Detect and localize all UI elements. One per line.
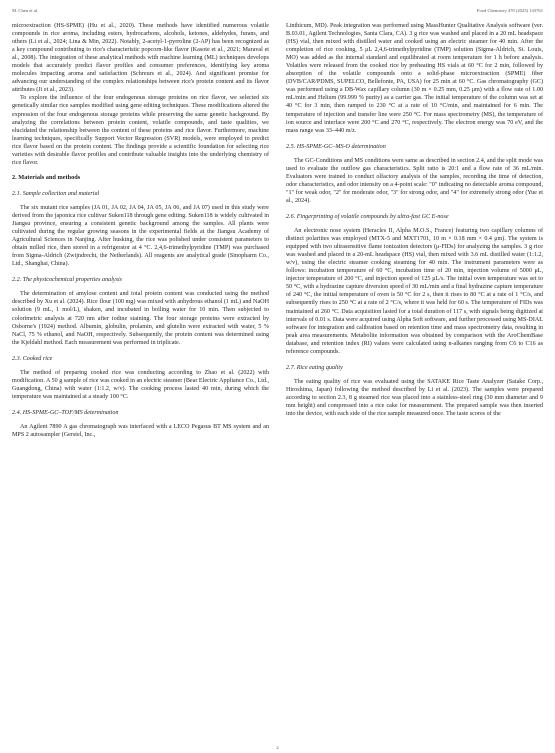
subsection-heading: 2.6. Fingerprinting of volatile compounds by ultra-fast GC E-nose: [286, 213, 449, 220]
paragraph: To explore the influence of the four endogenous storage proteins on rice flavor, we selected six genetically similar rice samples modified using gene editing techniques. These modifications altered the expression of the four endogenous storage proteins while preserving the same genetic background. By analyzing the correlations between protein content, volatile compounds, and taste qualities, we elucidated the relationship between the content of these proteins and rice flavor. Furthermore, machine learning techniques, specifically Support Vector Regression (SVR) models, were employed to predict rice flavor based on the protein content. The findings provide a scientific foundation for selecting rice varieties with desirable flavor profiles and contribute valuable insights into the underlying chemistry of rice flavor.: [12, 95, 269, 166]
paragraph: The determination of amylose content and total protein content was conducted using the method described by Xu et al. (2024). Rice flour (100 mg) was mixed with anhydrous ethanol (1 mL) and NaOH solution (9 mL, 1 mol/L), shaken, and incubated in boiling water for 10 min. Then subjected to colorimetric analysis at 720 nm after iodine staining. The four storage proteins were extracted by Osborne's (1924) method. Albumin, globulin, prolamin, and glutelin were extracted with water, 5 % NaCl, 75 % ethanol, and NaOH, respectively. Subsequently, the protein content was determined using the Kjeldahl method. Each measurement was performed in triplicate.: [12, 291, 269, 346]
paragraph: The GC-Conditions and MS conditions were same as described in section 2.4, and the split mode was used to evaluate the outflow gas characteristics. Split ratio is 20:1 and a flow rate of 36 mL/min. Evaluators were trained to conduct olfactory analysis of the samples, recording the time of detection, odor characteristics, and odor intensity on a 4-point scale: "0" indicating no detectable aroma compound, "1" for weak odor, "2" for moderate odor, "3" for strong odor, and "4" for extremely strong odor (Yue et al., 2024).: [286, 157, 543, 204]
paragraph: The six mutant rice samples (JA 01, JA 02, JA 04, JA 05, JA 06, and JA 07) used in this study were derived from the japonica rice cultivar Suken118 through gene editing. Suken118 is widely cultivated in Jiangsu province, ensuring a consistent genetic background among the samples. All plants were cultivated during the regular growing seasons in the experimental fields at the Jiangsu Academy of Agricultural Sciences in Nanjing. After husking, the rice was polished under consistent parameters to obtain milled rice, then stored in a refrigerator at 4 °C. 2,4,6-trimethylpyridine (TMP) was purchased from Sigma-Aldrich (Zwijndrecht, the Netherlands). All reagents are analytical grade (Sinopharm Co., Ltd., Shanghai, China).: [12, 204, 269, 268]
subsection-heading: 2.4. HS-SPME-GC–TOF/MS determination: [12, 409, 119, 416]
header-journal: Food Chemistry 478 (2025) 143761: [476, 8, 543, 13]
subsection-heading: 2.2. The physicochemical properties analysis: [12, 277, 123, 284]
header-authors: M. Chen et al.: [12, 8, 39, 13]
right-column: [286, 22, 543, 418]
running-header: [12, 8, 543, 13]
paragraph: An electronic nose system (Heracles II, Alpha M.O.S., France) featuring two capillary columns of distinct polarities was employed (MTX-5 and MXT1701, 10 m × 0.18 mm × 0.4 μm). The system is equipped with two ultrasensitive flame ionization detectors (μ-FIDs) for analyzing the samples. 3 g rice was washed and placed in a 20-mL headspace (HS) vial, then mixed with 3.6 mL distilled water (1:1.2, w/v), using the electric steamer cooking steaming for 40 min. The instrument parameters were as follows: incubation temperature of 60 °C, incubation time of 20 min, injection volume of 5000 μL, injector temperature of 200 °C, and injection speed of 125 μL/s. The initial oven temperature was set to 50 °C, with a hydrazine capture diversion speed of 30 mL/min and a final hydrazine capture temperature of 240 °C, the initial temperature of oven is 50 °C for 2 s, then it rises to 80 °C at a rate of 1 °C/s, and subsequently rises to 250 °C at a rate of 2 °C/s, where it was held for 60 s. The temperature of FIDs was maintained at 260 °C. Data acquisition lasted for a total duration of 117 s, with signals being digitized at intervals of 0.01 s. Data were acquired using Alpha Soft software, and further processed using MS-DIAL software for integration and calibration based on retention time and mass spectrometry data, resulting in peak area measurements. Metabolite information was obtained by comparison with the AroChemBase database, and retention index (RI) values were calculated using n-alkanes ranging from C6 to C16 as reference compounds.: [286, 228, 543, 355]
paragraph: microextraction (HS-SPME) (Hu et al., 2020). These methods have identified numerous volatile compounds in rice aroma, including esters, hydrocarbons, alcohols, ketones, aldehydes, furans, and others (Li et al., 2024; Lina & Min, 2022). Notably, 2-acetyl-1-pyrroline (2-AP) has been recognized as a key compound contributing to rice's characteristic popcorn-like flavor (Kasote et al., 2021; Maraval et al., 2008). The integration of these analytical methods with machine learning (ML) techniques develops models that accurately predict flavor profiles and consumer preferences, identifying key aroma molecules impacting aroma and satisfaction (Schreurs et al., 2024). And significant promise for advancing our understanding of the complex relationships between rice's protein content and its flavor attributes (Ji et al., 2023).: [12, 23, 269, 94]
subsection-heading: 2.7. Rice eating quality: [286, 364, 343, 371]
section-heading: 2. Materials and methods: [12, 173, 81, 181]
subsection-heading: 2.3. Cooked rice: [12, 355, 53, 362]
paragraph: The method of preparing cooked rice was conducting according to Zhao et al. (2022) with modification. A 50 g sample of rice was cooked in an electric steamer (Bear Electric Appliance Co., Ltd., Guangdong, China) with water (1:1.2, w/v). The cooking process lasted 40 min, during which the temperature was maintained at a steady 100 °C.: [12, 369, 269, 400]
left-column: [12, 22, 269, 439]
paragraph: An Agilent 7890 A gas chromatograph was interfaced with a LECO Pegasus BT MS system and an MPS 2 autosampler (Gerstel, Inc.,: [12, 423, 269, 439]
subsection-heading: 2.1. Sample collection and material: [12, 190, 100, 197]
paragraph: Linthicum, MD). Peak integration was performed using MassHunter Qualitative Analysis software (ver. B.03.01, Agilent Technologies, Santa Clara, CA). 3 g rice was washed and placed in a 20 mL headspace (HS) vial, then mixed with distilled water and cooked using an electric steamer for 40 min. After the completion of rice cooking, 5 μL 2,4,6-trimethylpyridine (TMP) solution (Sigma-Aldrich, St. Louis, MO) was added as the internal standard and equilibrated at room temperature for 1 h before analysis. Volatiles were released from the cooked rice by preheating HS vials at 60 °C for 2 min, followed by absorption of the volatile compounds onto a solid-phase microextraction (SPME) fiber (DVB/CAR/PDMS, SUPELCO, Bellefonte, PA, USA) for 25 min at 60 °C. Gas chromatography (GC) was performed using a DB-Wax capillary column (30 m × 0.25 mm, 0.25 μm) with a flow rate of 1.00 mL/min and Helium (99.999 % purity) as a carrier gas. The initial temperature of the column was set at 40 °C for 3 min, then ramped to 230 °C at a rate of 10 °C/min, and maintained for 6 min. The temperature of injection and transfer line were 250 °C. For mass spectrometry (MS), the temperature of ion source and interface were 200 °C and 270 °C, respectively. The electron energy was 70 eV, and the mass range was 33–440 m/z.: [286, 23, 543, 134]
subsection-heading: 2.5. HS-SPME-GC–MS-O determination: [286, 143, 386, 150]
paragraph: The eating quality of rice was evaluated using the SATAKE Rice Taste Analyzer (Satake Corp., Hiroshima, Japan) following the method described by Li et al. (2023). The samples were prepared according to section 2.3, 8 g steamed rice was placed into a stainless-steel ring (30 mm diameter and 9 mm height) and compressed into a rice cake for measurement. The prepared sample was then inserted into the device, with each side of the rice sample measured once. The taste scores of the: [286, 378, 543, 418]
page-number: 2: [276, 745, 279, 750]
